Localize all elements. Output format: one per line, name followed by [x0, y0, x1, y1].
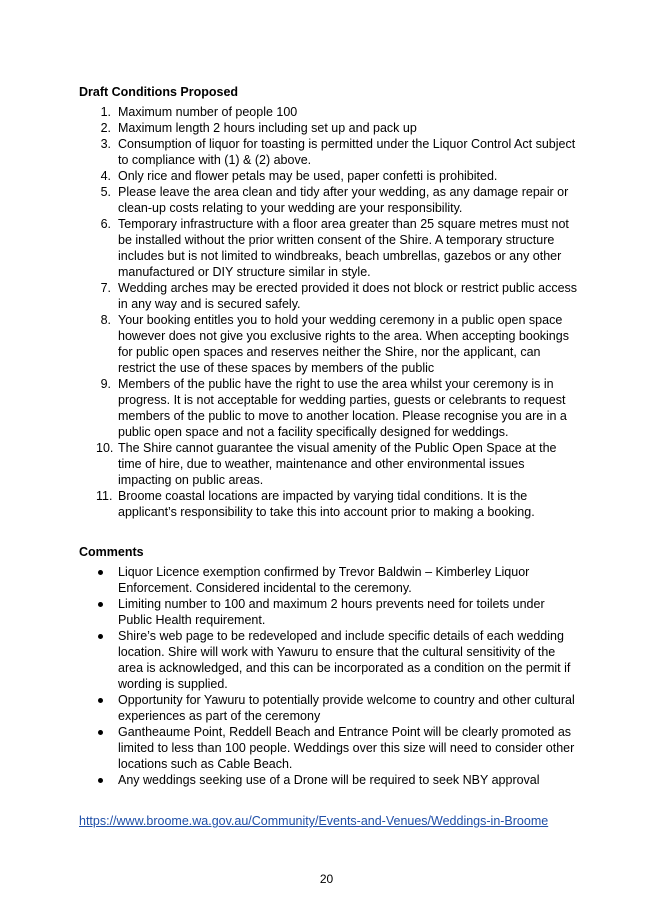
list-item-text: Wedding arches may be erected provided it does not block or restrict public access in any way and is secured safely.: [118, 281, 578, 311]
list-item-number: 4.: [100, 169, 111, 183]
bullet-icon: [98, 730, 103, 735]
list-item-text: Consumption of liquor for toasting is permitted under the Liquor Control Act subject to compliance with (1) & (2) above.: [118, 137, 576, 167]
list-item: [0, 280, 653, 312]
list-item: [0, 216, 653, 280]
list-item: [0, 628, 653, 692]
list-item: [0, 376, 653, 440]
list-item-text: Please leave the area clean and tidy after your wedding, as any damage repair or clean-up costs relating to your wedding are your responsibility.: [118, 185, 569, 215]
list-item-number: 7.: [100, 281, 111, 295]
list-item-number: 3.: [100, 137, 111, 151]
bullet-icon: [98, 634, 103, 639]
list-item-text: Liquor Licence exemption confirmed by Trevor Baldwin – Kimberley Liquor Enforcement. Considered incidental to the ceremony.: [118, 565, 530, 595]
list-item: [0, 724, 653, 772]
comments-heading: Comments: [79, 545, 144, 559]
list-item: [0, 440, 653, 488]
list-item: [0, 104, 653, 120]
list-item: [0, 312, 653, 376]
list-item-number: 11.: [96, 489, 113, 503]
list-item: [0, 772, 653, 788]
draft-conditions-list: [0, 104, 653, 520]
list-item-text: Your booking entitles you to hold your wedding ceremony in a public open space however does not give you exclusive rights to the area. When accepting bookings for public open spaces and reserves neither the Shire, nor the applicant, can restrict the use of these spaces by members of the public: [118, 313, 569, 375]
list-item-text: Temporary infrastructure with a floor area greater than 25 square metres must not be installed without the prior written consent of the Shire. A temporary structure includes but is not limited to windbreaks, beach umbrellas, gazebos or any other manufactured or DIY structure similar in style.: [118, 217, 569, 279]
page-number: 20: [319, 872, 334, 886]
list-item-text: Limiting number to 100 and maximum 2 hours prevents need for toilets under Public Health requirement.: [118, 597, 545, 627]
list-item-number: 9.: [100, 377, 111, 391]
draft-conditions-heading: Draft Conditions Proposed: [79, 85, 239, 99]
list-item-number: 5.: [100, 185, 111, 199]
list-item: [0, 564, 653, 596]
list-item-number: 10.: [96, 441, 114, 455]
list-item-text: Broome coastal locations are impacted by varying tidal conditions. It is the applicant’s responsibility to take this into account prior to making a booking.: [118, 489, 535, 519]
list-item-number: 6.: [100, 217, 111, 231]
list-item-text: Maximum number of people 100: [118, 105, 298, 119]
list-item: [0, 596, 653, 628]
bullet-icon: [98, 698, 103, 703]
list-item: [0, 136, 653, 168]
list-item-text: Opportunity for Yawuru to potentially provide welcome to country and other cultural experiences as part of the ceremony: [118, 693, 575, 723]
weddings-in-broome-link[interactable]: https://www.broome.wa.gov.au/Community/Events-and-Venues/Weddings-in-Broome: [79, 814, 549, 828]
list-item-number: 2.: [100, 121, 111, 135]
list-item-number: 8.: [100, 313, 111, 327]
list-item-text: The Shire cannot guarantee the visual amenity of the Public Open Space at the time of hire, due to weather, maintenance and other environmental issues impacting on public areas.: [118, 441, 557, 487]
list-item-text: Shire’s web page to be redeveloped and include specific details of each wedding location. Shire will work with Yawuru to ensure that the cultural sensitivity of the area is acknowledged, and this can be incorporated as a condition on the permit if wording is supplied.: [118, 629, 571, 691]
list-item-text: Maximum length 2 hours including set up and pack up: [118, 121, 417, 135]
comments-list: [0, 564, 653, 788]
list-item-text: Gantheaume Point, Reddell Beach and Entrance Point will be clearly promoted as limited to less than 100 people. Weddings over this size will need to consider other locations such as Cable Beach.: [118, 725, 575, 771]
list-item-text: Any weddings seeking use of a Drone will be required to seek NBY approval: [118, 773, 540, 787]
list-item: [0, 168, 653, 184]
list-item: [0, 488, 653, 520]
bullet-icon: [98, 778, 103, 783]
list-item: [0, 120, 653, 136]
list-item: [0, 184, 653, 216]
bullet-icon: [98, 602, 103, 607]
list-item-text: Only rice and flower petals may be used, paper confetti is prohibited.: [118, 169, 498, 183]
list-item-text: Members of the public have the right to use the area whilst your ceremony is in progress. It is not acceptable for wedding parties, guests or celebrants to request members of the public to move to another location. Please recognise you are in a public open space and not a facility specifically designed for weddings.: [118, 377, 567, 439]
bullet-icon: [98, 570, 103, 575]
list-item-number: 1.: [100, 105, 111, 119]
list-item: [0, 692, 653, 724]
